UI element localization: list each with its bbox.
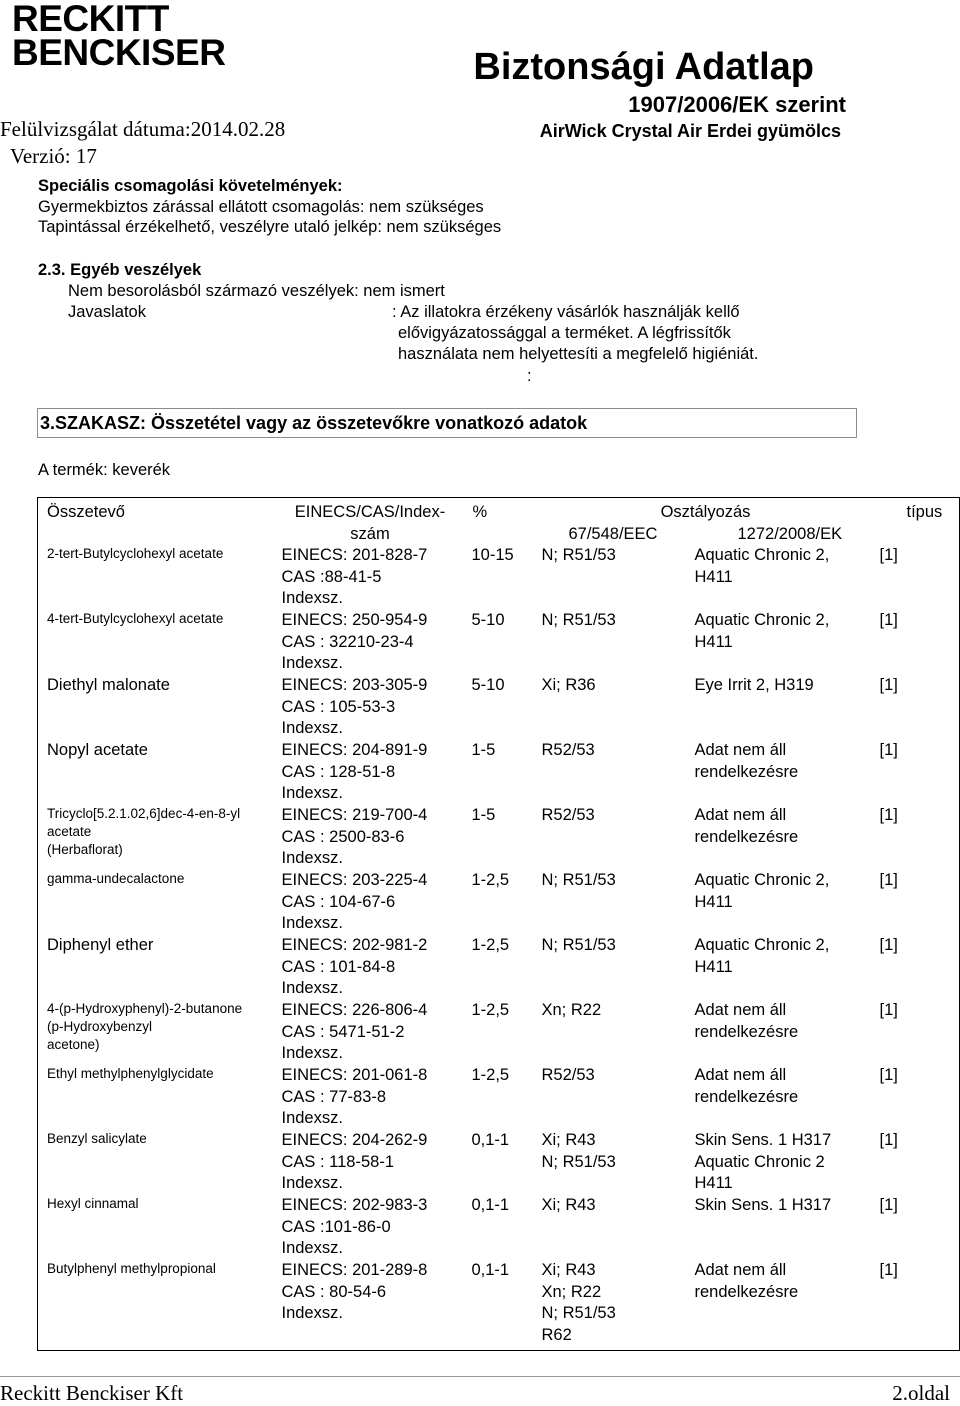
classification-ek: Skin Sens. 1 H317 Aquatic Chronic 2 H411 — [694, 1131, 832, 1192]
header-ingredient: Összetevő — [47, 503, 125, 521]
footer-divider — [0, 1376, 960, 1377]
classification-ek: Aquatic Chronic 2, H411 — [694, 546, 830, 586]
ingredient-type: [1] — [879, 611, 898, 629]
ingredient-identifiers — [273, 1260, 468, 1350]
identifier-cas: CAS : 105-53-3 — [281, 697, 396, 716]
ingredient-type: [1] — [879, 1066, 898, 1084]
classification-ek: Adat nem áll rendelkezésre — [694, 1261, 799, 1301]
identifier-index: Indexsz. — [281, 589, 343, 607]
ingredient-name: Tricyclo[5.2.1.02,6]dec-4-en-8-yl acetate (Herbaflorat) — [47, 806, 241, 857]
classification-ek: Adat nem áll rendelkezésre — [694, 741, 799, 781]
ingredient-identifiers — [273, 805, 468, 870]
identifier-cas: CAS : 2500-83-6 — [281, 827, 405, 846]
classification-eec: Xi; R43 N; R51/53 — [541, 1131, 616, 1171]
table-row — [38, 805, 960, 870]
table-row — [38, 610, 960, 675]
ingredient-percent: 5-10 — [471, 676, 505, 694]
identifier-einecs: EINECS: 250-954-9 — [281, 611, 428, 629]
ingredient-percent: 1-2,5 — [471, 936, 510, 954]
identifier-einecs: EINECS: 202-983-3 — [281, 1196, 428, 1214]
header-classification-title: Osztályozás — [660, 503, 751, 521]
packaging-heading: Speciális csomagolási követelmények: — [38, 177, 343, 195]
other-hazards-line: Nem besorolásból származó veszélyek: nem ismert — [68, 282, 445, 300]
ingredient-identifiers — [273, 1065, 468, 1130]
ingredient-identifiers — [273, 1195, 468, 1260]
identifier-einecs: EINECS: 202-981-2 — [281, 936, 428, 954]
ingredient-type: [1] — [879, 871, 898, 889]
document-title: Biztonsági Adatlap — [473, 46, 814, 88]
ingredient-type: [1] — [879, 676, 898, 694]
identifier-cas: CAS :101-86-0 — [281, 1217, 391, 1236]
classification-ek: Skin Sens. 1 H317 — [694, 1196, 832, 1214]
ingredient-type: [1] — [879, 936, 898, 954]
regulation-reference: 1907/2006/EK szerint — [628, 92, 846, 117]
advice-colon: : — [527, 367, 532, 385]
ingredient-percent: 5-10 — [471, 611, 505, 629]
ingredient-type: [1] — [879, 1001, 898, 1019]
identifier-einecs: EINECS: 226-806-4 — [281, 1001, 428, 1019]
ingredient-identifiers — [273, 675, 468, 740]
ingredient-name: gamma-undecalactone — [47, 871, 185, 886]
classification-eec: Xi; R43 Xn; R22 N; R51/53 R62 — [541, 1261, 616, 1344]
ingredient-percent: 1-5 — [471, 741, 496, 759]
classification-eec: N; R51/53 — [541, 871, 616, 889]
footer-company: Reckitt Benckiser Kft — [0, 1381, 184, 1405]
identifier-index: Indexsz. — [281, 1174, 343, 1192]
identifier-einecs: EINECS: 219-700-4 — [281, 806, 428, 824]
ingredient-identifiers — [273, 870, 468, 935]
table-row — [38, 1260, 960, 1350]
ingredient-identifiers — [273, 545, 468, 610]
section-3-title: 3.SZAKASZ: Összetétel vagy az összetevőkre vonatkozó adatok — [40, 413, 588, 433]
footer-page-number: 2.oldal — [892, 1381, 950, 1405]
advice-line-3: használata nem helyettesíti a megfelelő higiéniát. — [398, 345, 759, 363]
identifier-einecs: EINECS: 204-262-9 — [281, 1131, 428, 1149]
ingredient-type: [1] — [879, 1261, 898, 1279]
table-row — [38, 935, 960, 1000]
revision-date: Felülvizsgálat dátuma:2014.02.28 — [0, 117, 286, 141]
ingredient-identifiers — [273, 610, 468, 675]
identifier-einecs: EINECS: 203-305-9 — [281, 676, 428, 694]
classification-eec: N; R51/53 — [541, 936, 616, 954]
header-percent: % — [472, 503, 488, 521]
classification-ek: Aquatic Chronic 2, H411 — [694, 936, 830, 976]
ingredient-identifiers — [273, 1130, 468, 1195]
classification-eec: R52/53 — [541, 741, 595, 759]
version-label: Verzió: 17 — [10, 144, 97, 168]
identifier-cas: CAS : 77-83-8 — [281, 1087, 387, 1106]
header-eec: 67/548/EEC — [568, 524, 658, 543]
ingredient-name: 4-(p-Hydroxyphenyl)-2-butanone (p-Hydroxybenzyl acetone) — [47, 1001, 243, 1052]
advice-label: Javaslatok — [68, 303, 146, 321]
header-type: típus — [906, 503, 943, 521]
product-name: AirWick Crystal Air Erdei gyümölcs — [539, 121, 841, 141]
table-row — [38, 545, 960, 610]
identifier-cas: CAS : 80-54-6 — [281, 1282, 387, 1301]
ingredient-percent: 1-2,5 — [471, 871, 510, 889]
table-row — [38, 1000, 960, 1065]
ingredient-percent: 1-2,5 — [471, 1066, 510, 1084]
identifier-cas: CAS : 104-67-6 — [281, 892, 396, 911]
classification-ek: Adat nem áll rendelkezésre — [694, 1066, 799, 1106]
classification-eec: Xi; R43 — [541, 1196, 596, 1214]
ingredient-name: Ethyl methylphenylglycidate — [47, 1066, 214, 1081]
ingredient-percent: 0,1-1 — [471, 1196, 510, 1214]
identifier-einecs: EINECS: 203-225-4 — [281, 871, 428, 889]
header-identifiers-line-1: EINECS/CAS/Index- — [294, 503, 446, 521]
ingredient-identifiers — [273, 935, 468, 1000]
ingredient-name: Butylphenyl methylpropional — [47, 1261, 216, 1276]
identifier-cas: CAS : 5471-51-2 — [281, 1022, 405, 1041]
ingredient-type: [1] — [879, 1131, 898, 1149]
ingredient-type: [1] — [879, 741, 898, 759]
composition-table — [37, 497, 960, 1351]
identifier-einecs: EINECS: 201-061-8 — [281, 1066, 428, 1084]
advice-line-1: : Az illatokra érzékeny vásárlók használják kellő — [392, 303, 740, 321]
ingredient-type: [1] — [879, 546, 898, 564]
classification-ek: Aquatic Chronic 2, H411 — [694, 611, 830, 651]
ingredient-percent: 10-15 — [471, 546, 514, 564]
advice-line-2: elővigyázatossággal a terméket. A légfrissítők — [398, 324, 731, 342]
table-row — [38, 740, 960, 805]
packaging-line-1: Gyermekbiztos zárással ellátott csomagolás: nem szükséges — [38, 198, 484, 216]
classification-eec: N; R51/53 — [541, 546, 616, 564]
classification-eec: Xn; R22 — [541, 1001, 602, 1019]
identifier-index: Indexsz. — [281, 849, 343, 867]
identifier-einecs: EINECS: 201-828-7 — [281, 546, 428, 564]
ingredient-name: Nopyl acetate — [47, 741, 148, 759]
classification-ek: Aquatic Chronic 2, H411 — [694, 871, 830, 911]
classification-eec: N; R51/53 — [541, 611, 616, 629]
identifier-cas: CAS : 118-58-1 — [281, 1152, 395, 1171]
identifier-cas: CAS : 32210-23-4 — [281, 632, 414, 651]
identifier-index: Indexsz. — [281, 1239, 343, 1257]
header-identifiers — [273, 498, 468, 546]
ingredient-name: Diethyl malonate — [47, 676, 170, 694]
classification-eec: R52/53 — [541, 806, 595, 824]
ingredient-type: [1] — [879, 1196, 898, 1214]
ingredient-name: Hexyl cinnamal — [47, 1196, 139, 1211]
ingredient-percent: 1-2,5 — [471, 1001, 510, 1019]
header-identifiers-line-2: szám — [350, 524, 390, 543]
header-ek: 1272/2008/EK — [737, 524, 843, 543]
identifier-index: Indexsz. — [281, 1044, 343, 1062]
ingredient-percent: 0,1-1 — [471, 1131, 510, 1149]
classification-ek: Eye Irrit 2, H319 — [694, 676, 814, 694]
classification-ek: Adat nem áll rendelkezésre — [694, 806, 799, 846]
identifier-index: Indexsz. — [281, 654, 343, 672]
identifier-index: Indexsz. — [281, 979, 343, 997]
ingredient-name: Benzyl salicylate — [47, 1131, 147, 1146]
ingredient-percent: 1-5 — [471, 806, 496, 824]
logo-line-1: RECKITT — [12, 0, 169, 39]
logo-line-2: BENCKISER — [12, 32, 226, 73]
product-type: A termék: keverék — [38, 461, 171, 479]
other-hazards-heading: 2.3. Egyéb veszélyek — [38, 261, 202, 279]
ingredient-identifiers — [273, 1000, 468, 1065]
table-row — [38, 675, 960, 740]
identifier-cas: CAS : 128-51-8 — [281, 762, 396, 781]
ingredient-name: 4-tert-Butylcyclohexyl acetate — [47, 611, 224, 626]
identifier-index: Indexsz. — [281, 1304, 343, 1322]
section-3-header — [37, 408, 857, 438]
identifier-cas: CAS : 101-84-8 — [281, 957, 396, 976]
ingredient-percent: 0,1-1 — [471, 1261, 510, 1279]
ingredient-type: [1] — [879, 806, 898, 824]
ingredient-identifiers — [273, 740, 468, 805]
packaging-line-2: Tapintással érzékelhető, veszélyre utaló jelkép: nem szükséges — [38, 218, 502, 236]
identifier-index: Indexsz. — [281, 784, 343, 802]
ingredient-name: Diphenyl ether — [47, 936, 154, 954]
identifier-index: Indexsz. — [281, 914, 343, 932]
table-header-row — [38, 498, 960, 546]
identifier-cas: CAS :88-41-5 — [281, 567, 382, 586]
ingredient-name: 2-tert-Butylcyclohexyl acetate — [47, 546, 224, 561]
company-logo — [12, 0, 226, 73]
identifier-index: Indexsz. — [281, 719, 343, 737]
table-row — [38, 1065, 960, 1130]
table-row — [38, 870, 960, 935]
classification-ek: Adat nem áll rendelkezésre — [694, 1001, 799, 1041]
classification-eec: R52/53 — [541, 1066, 595, 1084]
identifier-einecs: EINECS: 204-891-9 — [281, 741, 428, 759]
table-row — [38, 1130, 960, 1195]
header-classification — [541, 498, 871, 546]
classification-eec: Xi; R36 — [541, 676, 596, 694]
table-row — [38, 1195, 960, 1260]
identifier-einecs: EINECS: 201-289-8 — [281, 1261, 428, 1279]
identifier-index: Indexsz. — [281, 1109, 343, 1127]
